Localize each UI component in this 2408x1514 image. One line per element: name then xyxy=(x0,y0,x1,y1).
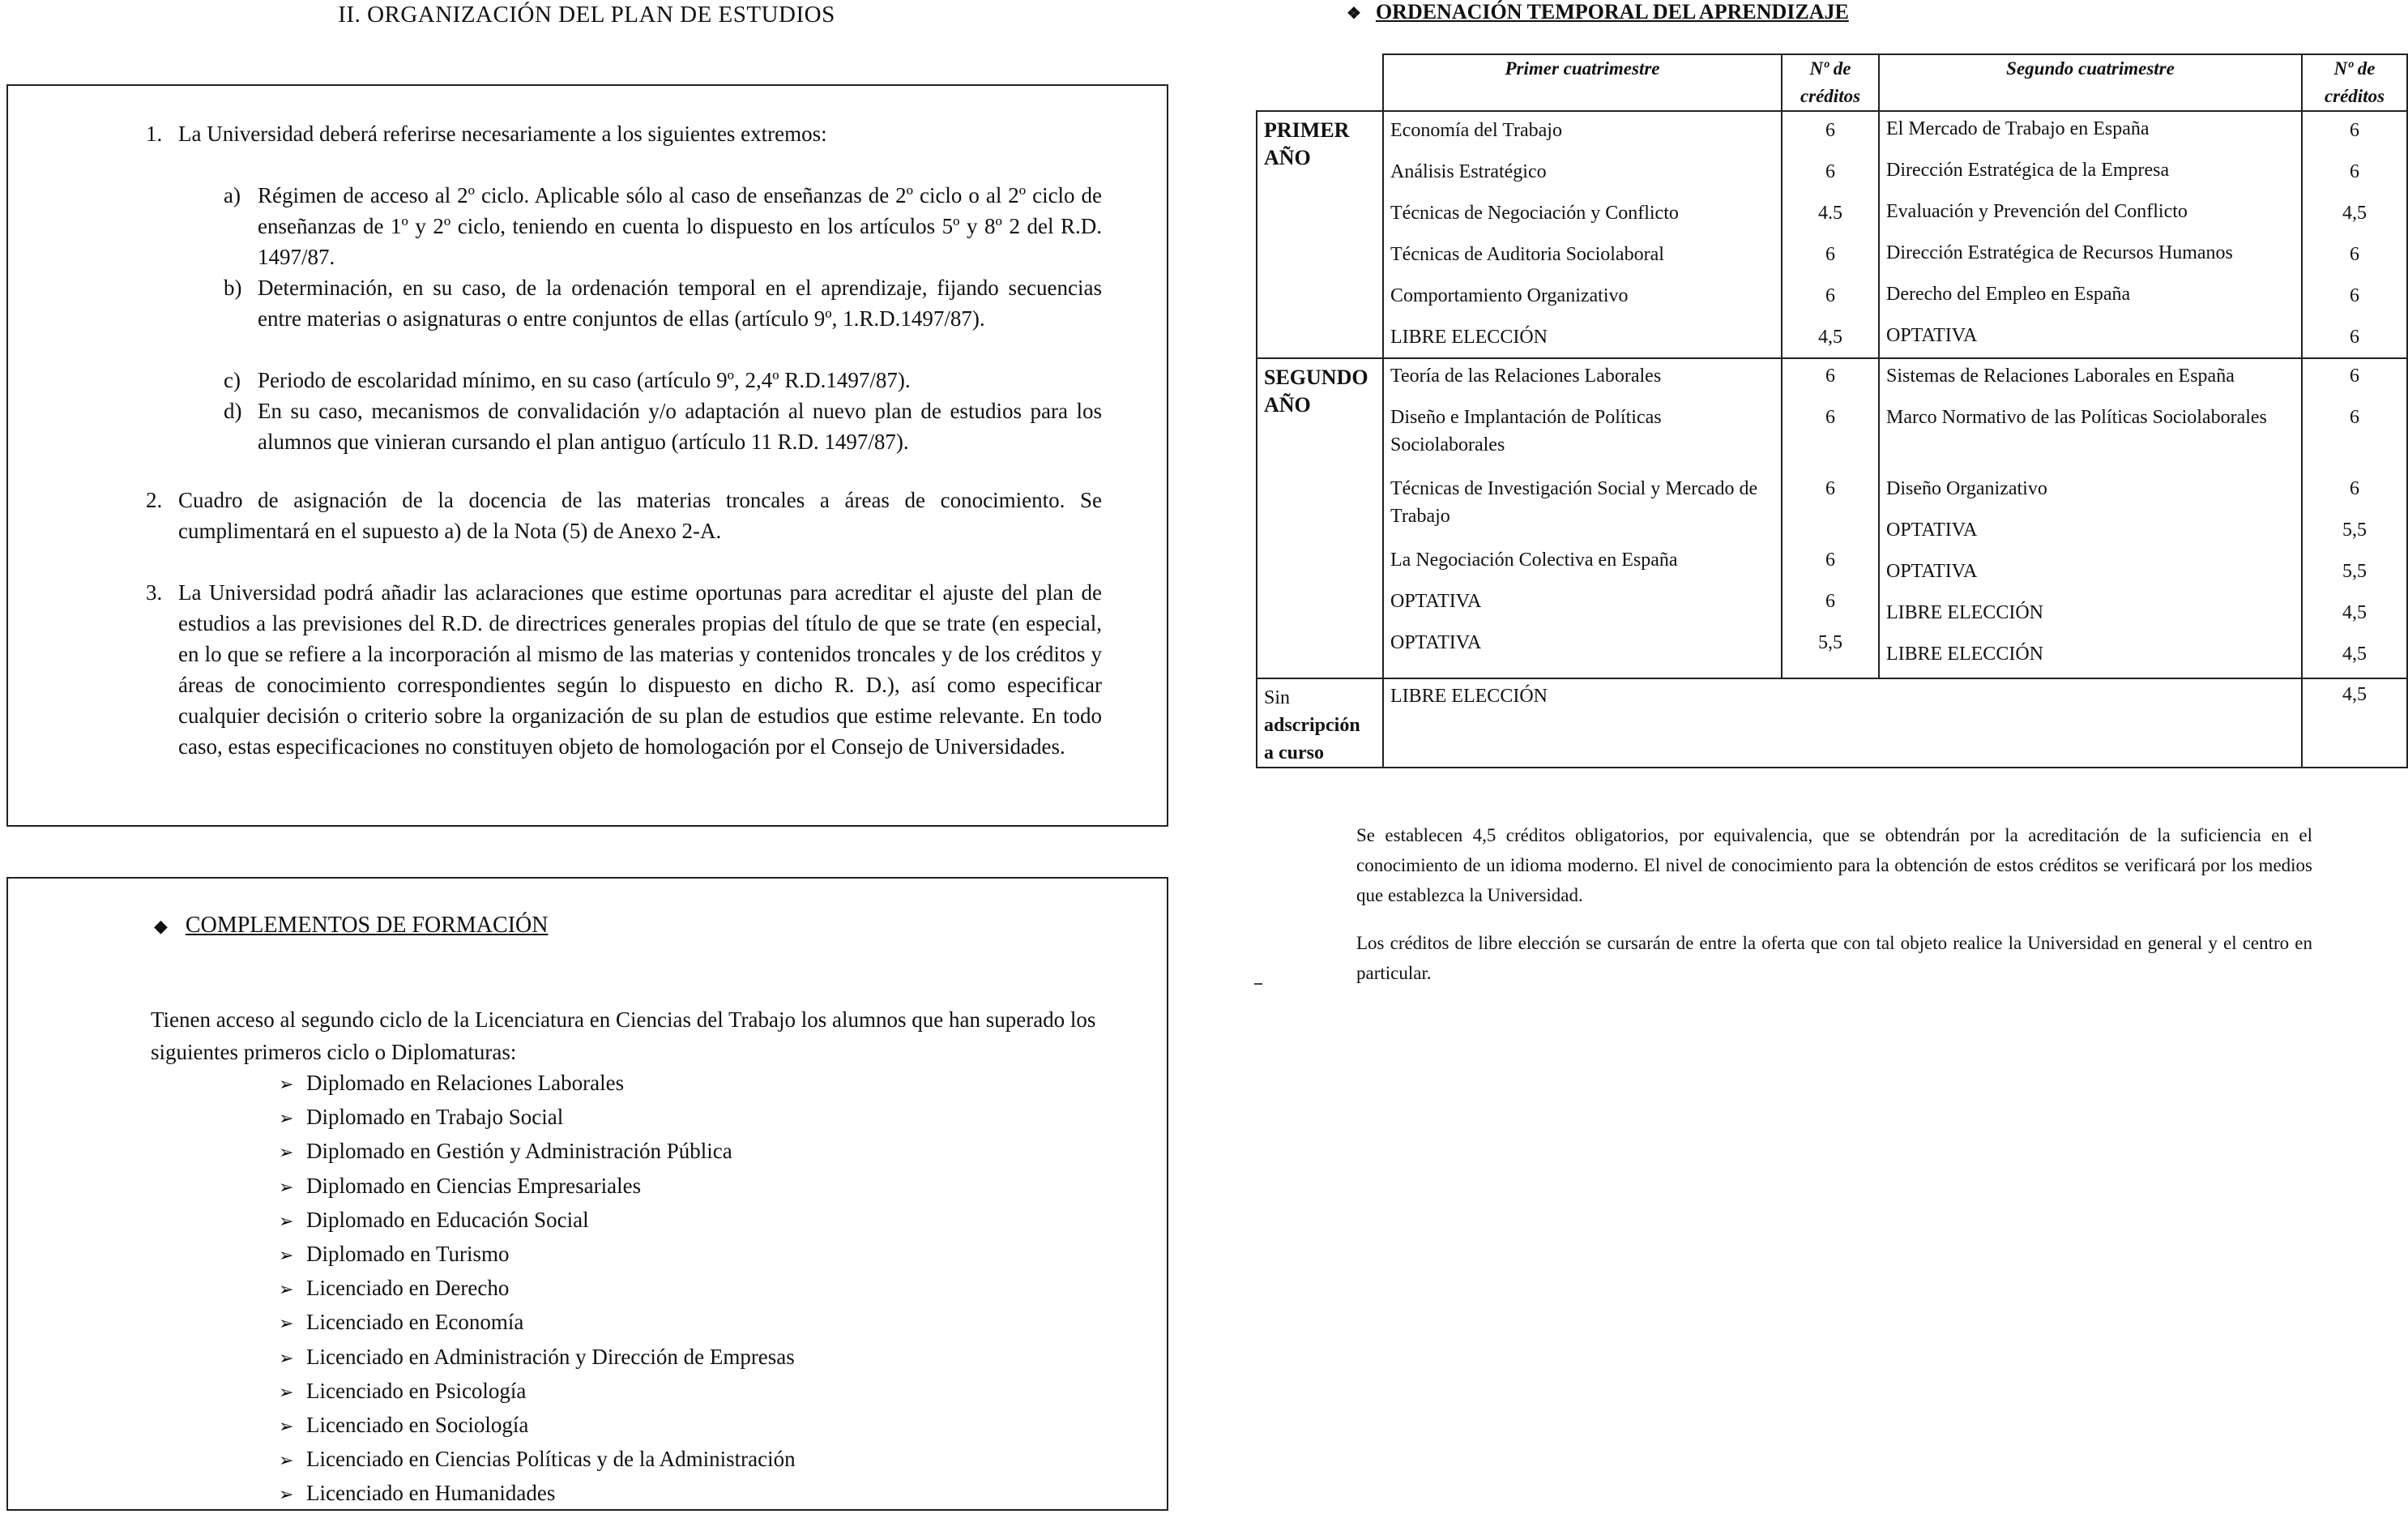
list-item: ➢ Diplomado en Gestión y Administración Pública xyxy=(279,1135,796,1169)
credit-value: 6 xyxy=(2350,285,2359,306)
diamond-bullet-icon: ❖ xyxy=(1347,5,1361,23)
list-item: ➢ Licenciado en Humanidades xyxy=(279,1477,796,1511)
item-text: Cuadro de asignación de la docencia de las materias troncales a áreas de conocimiento. Se cumplimentará en el supuesto a) de la Nota (5) de Anexo 2-A. xyxy=(178,488,1102,543)
section-title: II. ORGANIZACIÓN DEL PLAN DE ESTUDIOS xyxy=(338,2,835,28)
item-text: La Universidad deberá referirse necesariamente a los siguientes extremos: xyxy=(178,122,827,146)
course-name: Técnicas de Auditoria Sociolaboral xyxy=(1390,244,1664,265)
subitem-c xyxy=(224,365,1102,396)
course-name: Técnicas de Investigación Social y Mercado de Trabajo xyxy=(1390,478,1758,527)
course-name: Diseño Organizativo xyxy=(1886,478,2047,499)
unassigned-course: LIBRE ELECCIÓN xyxy=(1383,678,2302,768)
year-label: SEGUNDO AÑO xyxy=(1257,358,1383,678)
course-name: Dirección Estratégica de la Empresa xyxy=(1886,160,2170,181)
subitem-label: c) xyxy=(224,368,241,392)
complementos-heading xyxy=(154,913,548,939)
course-name: OPTATIVA xyxy=(1886,520,1978,541)
margin-mark xyxy=(1254,983,1262,985)
credit-value: 6 xyxy=(1825,591,1835,612)
course-name: Técnicas de Negociación y Conflicto xyxy=(1390,203,1679,224)
subitem-label: d) xyxy=(224,399,242,423)
item-text: La Universidad podrá añadir las aclaraciones que estime oportunas para acreditar el ajuste del plan de estudios a las previsiones del R.D. de directrices generales propias del título de que se trate (en especial, en lo que se refiere a la incorporación al mismo de las materias y contenidos troncales y de los créditos y áreas de conocimiento correspondientes según lo dispuesto en dicho R. D.), así como especificar cualquier decisión o criterio sobre la organización de su plan de estudios que estime relevante. En todo caso, estas especificaciones no constituyen objeto de homologación por el Consejo de Universidades. xyxy=(178,580,1102,759)
second-semester-credits xyxy=(2302,358,2407,678)
credit-value: 6 xyxy=(2350,161,2359,182)
list-item: ➢ Licenciado en Ciencias Políticas y de la Administración xyxy=(279,1443,796,1477)
course-name: Análisis Estratégico xyxy=(1390,161,1547,182)
course-name: LIBRE ELECCIÓN xyxy=(1886,602,2043,623)
requirement-item-1 xyxy=(146,118,1102,149)
list-item: ➢ Diplomado en Educación Social xyxy=(279,1204,796,1238)
schedule-table xyxy=(1256,53,2408,768)
first-semester-credits xyxy=(1782,111,1879,358)
course-name: LIBRE ELECCIÓN xyxy=(1886,644,2043,665)
subitem-d xyxy=(224,396,1102,457)
credit-value: 5,5 xyxy=(2342,561,2367,582)
second-semester-courses xyxy=(1879,358,2302,678)
list-item: ➢ Licenciado en Derecho xyxy=(279,1272,796,1306)
item-number: 2. xyxy=(146,488,163,512)
arrow-bullet-icon: ➢ xyxy=(279,1313,294,1334)
credit-value: 6 xyxy=(1825,366,1835,387)
credit-value: 6 xyxy=(1825,407,1835,428)
course-name: La Negociación Colectiva en España xyxy=(1390,550,1678,571)
credit-value: 4,5 xyxy=(1818,327,1842,348)
ordenacion-title xyxy=(1347,0,1849,24)
arrow-bullet-icon: ➢ xyxy=(279,1245,294,1266)
item-number: 1. xyxy=(146,122,163,146)
list-item: ➢ Licenciado en Administración y Dirección de Empresas xyxy=(279,1341,796,1375)
course-name: Marco Normativo de las Políticas Sociolaborales xyxy=(1886,407,2267,428)
complementos-heading-text: COMPLEMENTOS DE FORMACIÓN xyxy=(185,913,549,938)
year-label: Sin adscripción a curso xyxy=(1257,678,1383,768)
note-idioma: Se establecen 4,5 créditos obligatorios, por equivalencia, que se obtendrán por la acreditación de la suficiencia en el conocimiento de un idioma moderno. El nivel de conocimiento para la obtención de estos créditos se verificará por los medios que establezca la Universidad. xyxy=(1356,825,2312,905)
credit-value: 6 xyxy=(1825,120,1835,141)
credit-value: 4,5 xyxy=(2342,644,2367,665)
first-semester-credits xyxy=(1782,358,1879,678)
first-semester-courses xyxy=(1383,358,1782,678)
second-semester-courses xyxy=(1879,111,2302,358)
table-header-row xyxy=(1257,54,2407,111)
arrow-bullet-icon: ➢ xyxy=(279,1279,294,1300)
first-semester-courses xyxy=(1383,111,1782,358)
credit-value: 4,5 xyxy=(2342,203,2367,224)
arrow-bullet-icon: ➢ xyxy=(279,1074,294,1094)
arrow-bullet-icon: ➢ xyxy=(279,1416,294,1437)
table-row-year-2 xyxy=(1257,358,2407,678)
list-item: ➢ Licenciado en Economía xyxy=(279,1306,796,1340)
note-libre-eleccion: Los créditos de libre elección se cursarán de entre la oferta que con tal objeto realice la Universidad en general y el centro en particular. xyxy=(1356,933,2312,983)
arrow-bullet-icon: ➢ xyxy=(279,1142,294,1163)
arrow-bullet-icon: ➢ xyxy=(279,1381,294,1402)
header-corner xyxy=(1257,54,1383,111)
course-name: Diseño e Implantación de Políticas Sociolaborales xyxy=(1390,407,1662,455)
item-number: 3. xyxy=(146,580,163,605)
subitem-label: a) xyxy=(224,183,241,207)
list-item: ➢ Licenciado en Psicología xyxy=(279,1375,796,1409)
course-name: OPTATIVA xyxy=(1886,561,1978,582)
credit-value: 6 xyxy=(2350,407,2359,428)
subitem-text: Régimen de acceso al 2º ciclo. Aplicable sólo al caso de enseñanzas de 2º ciclo o al 2º ciclo de enseñanzas de 1º y 2º ciclo, teniendo en cuenta lo dispuesto en los artículos 5º y 8º 2 del R.D. 1497/87. xyxy=(258,183,1102,269)
second-semester-credits xyxy=(2302,111,2407,358)
course-name: Derecho del Empleo en España xyxy=(1886,284,2131,305)
arrow-bullet-icon: ➢ xyxy=(279,1210,294,1231)
requirement-item-3 xyxy=(146,577,1102,762)
unassigned-credit: 4,5 xyxy=(2302,678,2407,768)
year-label: PRIMER AÑO xyxy=(1257,111,1383,358)
course-name: LIBRE ELECCIÓN xyxy=(1390,327,1548,348)
credit-value: 6 xyxy=(1825,285,1835,306)
table-row-unassigned xyxy=(1257,678,2407,768)
header-second-semester: Segundo cuatrimestre xyxy=(1879,54,2302,111)
complementos-intro: Tienen acceso al segundo ciclo de la Licenciatura en Ciencias del Trabajo los alumnos que han superado los siguientes primeros ciclo o Diplomaturas: xyxy=(151,1007,1096,1064)
credit-value: 6 xyxy=(1825,161,1835,182)
arrow-bullet-icon: ➢ xyxy=(279,1347,294,1368)
arrow-bullet-icon: ➢ xyxy=(279,1108,294,1129)
list-item: ➢ Diplomado en Ciencias Empresariales xyxy=(279,1170,796,1204)
list-item: ➢ Licenciado en Sociología xyxy=(279,1409,796,1443)
arrow-bullet-icon: ➢ xyxy=(279,1484,294,1505)
course-name: Teoría de las Relaciones Laborales xyxy=(1390,366,1662,387)
subitem-text: Periodo de escolaridad mínimo, en su caso (artículo 9º, 2,4º R.D.1497/87). xyxy=(258,368,911,392)
credit-value: 6 xyxy=(1825,478,1835,499)
degree-list xyxy=(279,1067,796,1512)
requirement-item-2 xyxy=(146,485,1102,546)
course-name: OPTATIVA xyxy=(1886,325,1978,346)
credit-value: 6 xyxy=(1825,550,1835,571)
credit-value: 4.5 xyxy=(1818,203,1842,224)
subitem-b xyxy=(224,272,1102,334)
list-item: ➢ Diplomado en Trabajo Social xyxy=(279,1101,796,1135)
credit-value: 6 xyxy=(2350,478,2359,499)
subitem-label: b) xyxy=(224,276,242,300)
subitem-a xyxy=(224,180,1102,272)
course-name: Dirección Estratégica de Recursos Humanos xyxy=(1886,242,2233,263)
credit-value: 5,5 xyxy=(2342,520,2367,541)
credit-value: 6 xyxy=(2350,120,2359,141)
course-name: OPTATIVA xyxy=(1390,632,1482,653)
course-name: Economía del Trabajo xyxy=(1390,120,1562,141)
credit-value: 6 xyxy=(1825,244,1835,265)
credit-value: 5,5 xyxy=(1818,632,1842,653)
arrow-bullet-icon: ➢ xyxy=(279,1176,294,1197)
header-credits: Nº de créditos xyxy=(1782,54,1879,111)
table-row-year-1 xyxy=(1257,111,2407,358)
subitem-text: Determinación, en su caso, de la ordenación temporal en el aprendizaje, fijando secuencias entre materias o asignaturas o entre conjuntos de ellas (artículo 9º, 1.R.D.1497/87). xyxy=(258,276,1102,331)
credit-value: 6 xyxy=(2350,244,2359,265)
header-credits-2: Nº de créditos xyxy=(2302,54,2407,111)
course-name: Sistemas de Relaciones Laborales en España xyxy=(1886,366,2235,387)
header-first-semester: Primer cuatrimestre xyxy=(1383,54,1782,111)
credit-value: 6 xyxy=(2350,327,2359,348)
list-item: ➢ Diplomado en Turismo xyxy=(279,1238,796,1272)
credit-value: 6 xyxy=(2350,366,2359,387)
diamond-bullet-icon: ◆ xyxy=(154,916,168,936)
course-name: Comportamiento Organizativo xyxy=(1390,285,1629,306)
ordenacion-title-text: ORDENACIÓN TEMPORAL DEL APRENDIZAJE xyxy=(1375,0,1849,24)
course-name: El Mercado de Trabajo en España xyxy=(1886,118,2150,139)
course-name: Evaluación y Prevención del Conflicto xyxy=(1886,201,2188,222)
subitem-text: En su caso, mecanismos de convalidación y/o adaptación al nuevo plan de estudios para los alumnos que vinieran cursando el plan antiguo (artículo 11 R.D. 1497/87). xyxy=(258,399,1102,454)
arrow-bullet-icon: ➢ xyxy=(279,1450,294,1471)
list-item: ➢ Diplomado en Relaciones Laborales xyxy=(279,1067,796,1101)
credit-value: 4,5 xyxy=(2342,602,2367,623)
course-name: OPTATIVA xyxy=(1390,591,1482,612)
